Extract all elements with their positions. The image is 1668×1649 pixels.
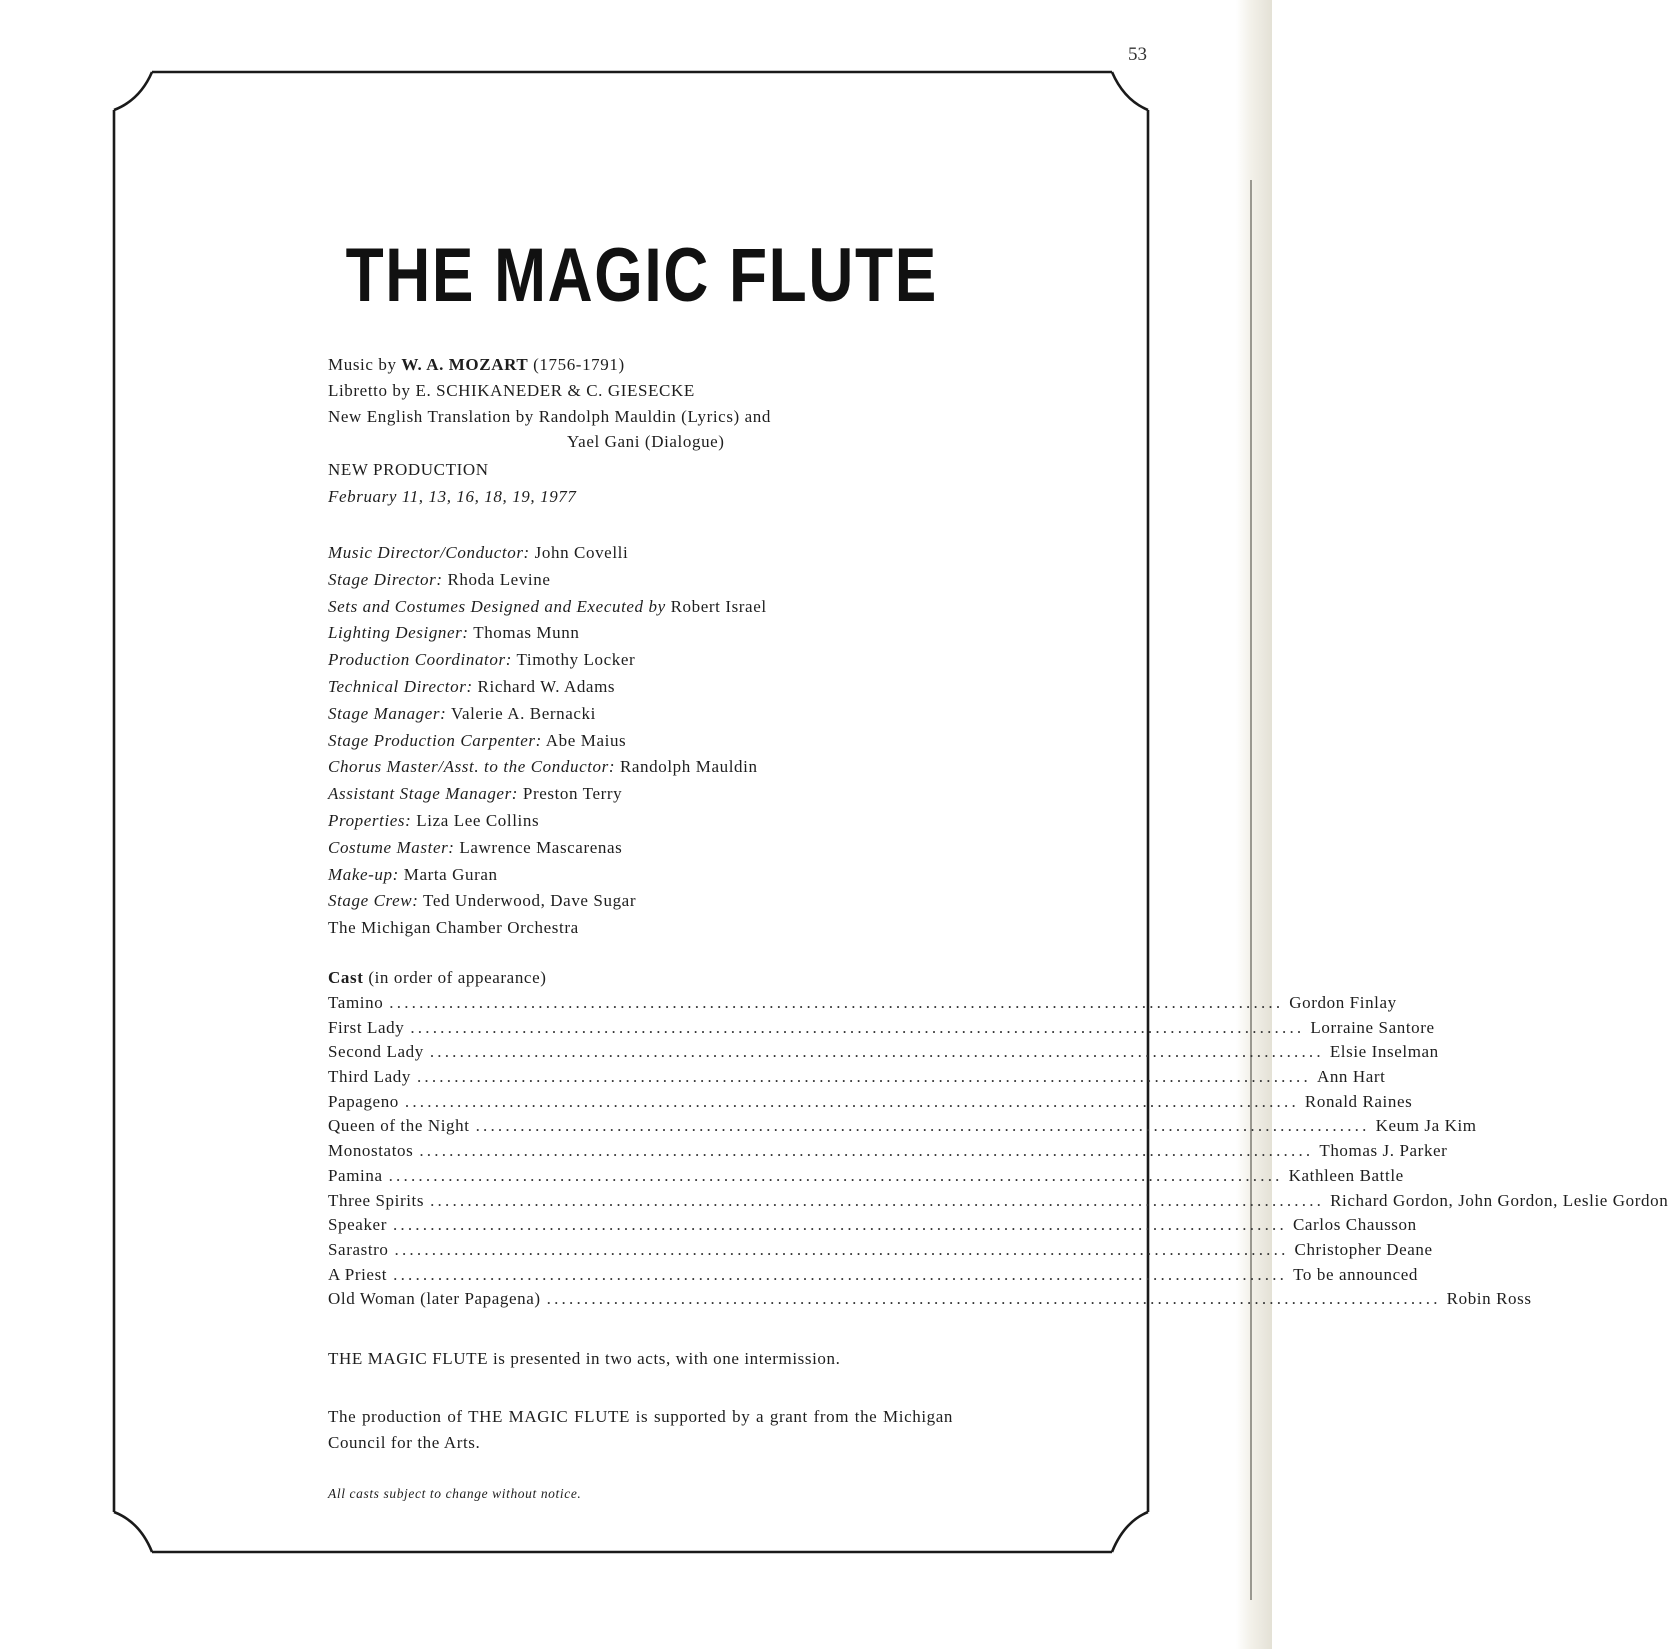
credit-name: Liza Lee Collins: [411, 810, 540, 830]
credit-name: Richard W. Adams: [472, 676, 616, 696]
credit-name: John Covelli: [529, 543, 629, 562]
credit-role: Technical Director:: [328, 676, 473, 696]
cast-row: [328, 993, 1397, 1018]
credit-role: Lighting Designer:: [328, 623, 469, 643]
credit-line: [328, 784, 767, 811]
credit-role: Stage Production Carpenter:: [328, 730, 542, 750]
dot-leader: ........................................................................................................................: [419, 1141, 1314, 1161]
cast-actor: Carlos Chausson: [1292, 1215, 1417, 1235]
translation-credit-line1: New English Translation by Randolph Mauldin (Lyrics) and: [328, 407, 771, 426]
dot-leader: ........................................................................................................................: [410, 1017, 1305, 1037]
credit-name: Ted Underwood, Dave Sugar: [418, 891, 637, 911]
cast-actor: Kathleen Battle: [1288, 1165, 1404, 1185]
credit-role: Costume Master:: [328, 837, 455, 857]
dot-leader: ........................................................................................................................: [429, 1042, 1324, 1062]
credit-line: [328, 543, 767, 570]
dot-leader: ........................................................................................................................: [546, 1289, 1441, 1309]
libretto-credit: Libretto by E. SCHIKANEDER & C. GIESECKE: [328, 381, 695, 400]
cast-title: Cast: [328, 968, 364, 987]
credit-line: [328, 623, 767, 650]
cast-role: Queen of the Night: [328, 1116, 470, 1136]
grant-note: The production of THE MAGIC FLUTE is supported by a grant from the Michigan Council for the Arts.: [328, 1407, 953, 1452]
cast-row: [328, 1239, 1433, 1265]
composer-years: (1756-1791): [528, 355, 625, 374]
credit-name: Randolph Mauldin: [615, 757, 758, 777]
credit-name: Lawrence Mascarenas: [454, 837, 623, 857]
cast-role: Sarastro: [328, 1239, 389, 1259]
cast-role: Papageno: [328, 1091, 399, 1111]
credit-role: Production Coordinator:: [328, 650, 512, 670]
dot-leader: ........................................................................................................................: [393, 1264, 1288, 1284]
cast-actor: Elsie Inselman: [1329, 1042, 1439, 1062]
cast-role: Third Lady: [328, 1067, 411, 1087]
cast-list: [328, 993, 1668, 1314]
credit-line: [328, 677, 767, 704]
disclaimer: All casts subject to change without notice.: [328, 1486, 582, 1501]
credit-line: [328, 918, 767, 945]
cast-subtitle: (in order of appearance): [363, 968, 547, 987]
credit-role: Stage Crew:: [328, 891, 419, 911]
credit-line: [328, 811, 767, 838]
credit-line: [328, 570, 767, 597]
credit-line: [328, 731, 767, 758]
cast-role: First Lady: [328, 1017, 405, 1037]
cast-actor: Keum Ja Kim: [1375, 1116, 1477, 1136]
credit-role: Music Director/Conductor:: [328, 543, 530, 562]
credit-line: [328, 650, 767, 677]
credit-role: Chorus Master/Asst. to the Conductor:: [328, 757, 616, 777]
cast-row: [328, 1264, 1419, 1290]
credit-role: Assistant Stage Manager:: [328, 784, 519, 804]
credit-line: [328, 757, 767, 784]
credit-role: Make-up:: [328, 864, 399, 884]
cast-actor: Gordon Finlay: [1289, 993, 1397, 1012]
credit-line: [328, 704, 767, 731]
performance-dates: February 11, 13, 16, 18, 19, 1977: [328, 487, 577, 506]
credit-role: Stage Director:: [328, 569, 443, 589]
cast-role: Pamina: [328, 1165, 383, 1185]
credit-name: Robert Israel: [665, 596, 767, 616]
credit-name: The Michigan Chamber Orchestra: [328, 918, 579, 938]
credit-name: Marta Guran: [398, 864, 498, 884]
cast-row: [328, 1017, 1435, 1043]
dot-leader: ........................................................................................................................: [404, 1091, 1299, 1111]
production-credits: [328, 543, 767, 945]
cast-row: [328, 1289, 1532, 1314]
cast-role: Speaker: [328, 1215, 387, 1235]
acts-note: THE MAGIC FLUTE is presented in two acts, with one intermission.: [328, 1349, 841, 1368]
production-type: NEW PRODUCTION: [328, 460, 489, 479]
dot-leader: ........................................................................................................................: [388, 1165, 1283, 1185]
cast-heading: [328, 968, 546, 988]
credit-name: Abe Maius: [541, 730, 627, 750]
dot-leader: ........................................................................................................................: [392, 1215, 1287, 1235]
cast-actor: To be announced: [1293, 1264, 1419, 1284]
cast-role: Tamino: [328, 993, 384, 1012]
credit-role: Stage Manager:: [328, 703, 447, 723]
cast-row: [328, 1190, 1668, 1216]
cast-row: [328, 1091, 1413, 1117]
cast-row: [328, 1141, 1448, 1166]
cast-row: [328, 1067, 1386, 1092]
translation-credit-line2: Yael Gani (Dialogue): [567, 432, 725, 451]
cast-role: Old Woman (later Papagena): [328, 1289, 541, 1309]
cast-role: Three Spirits: [328, 1190, 425, 1210]
credit-line: [328, 865, 767, 892]
music-credit: [328, 355, 625, 375]
dot-leader: ........................................................................................................................: [475, 1116, 1370, 1136]
credit-name: Thomas Munn: [468, 623, 580, 643]
music-prefix: Music by: [328, 355, 402, 374]
credit-name: Rhoda Levine: [442, 569, 551, 589]
cast-actor: Thomas J. Parker: [1319, 1141, 1448, 1161]
credit-line: [328, 597, 767, 624]
cast-actor: Ann Hart: [1316, 1067, 1386, 1087]
page-number: 53: [1128, 44, 1147, 65]
credit-line: [328, 838, 767, 865]
dot-leader: ........................................................................................................................: [430, 1190, 1325, 1210]
credit-name: Valerie A. Bernacki: [446, 703, 596, 723]
cast-role: Monostatos: [328, 1141, 414, 1161]
cast-actor: Lorraine Santore: [1310, 1017, 1435, 1037]
composer-name: W. A. MOZART: [401, 355, 529, 374]
credit-role: Properties:: [328, 810, 412, 830]
cast-actor: Ronald Raines: [1304, 1091, 1413, 1111]
cast-row: [328, 1165, 1404, 1191]
dot-leader: ........................................................................................................................: [389, 993, 1284, 1012]
cast-role: Second Lady: [328, 1042, 424, 1062]
dot-leader: ........................................................................................................................: [416, 1067, 1311, 1087]
cast-row: [328, 1215, 1417, 1240]
cast-row: [328, 1042, 1439, 1067]
cast-actor: Richard Gordon, John Gordon, Leslie Gordon: [1330, 1190, 1668, 1210]
dot-leader: ........................................................................................................................: [394, 1239, 1289, 1259]
credit-name: Timothy Locker: [511, 650, 636, 670]
cast-actor: Christopher Deane: [1294, 1239, 1433, 1259]
credit-line: [328, 891, 767, 918]
page-title: THE MAGIC FLUTE: [345, 233, 938, 318]
credit-role: Sets and Costumes Designed and Executed by: [328, 596, 666, 616]
cast-role: A Priest: [328, 1264, 388, 1284]
cast-actor: Robin Ross: [1446, 1289, 1532, 1309]
cast-row: [328, 1116, 1477, 1141]
credit-name: Preston Terry: [518, 784, 623, 804]
